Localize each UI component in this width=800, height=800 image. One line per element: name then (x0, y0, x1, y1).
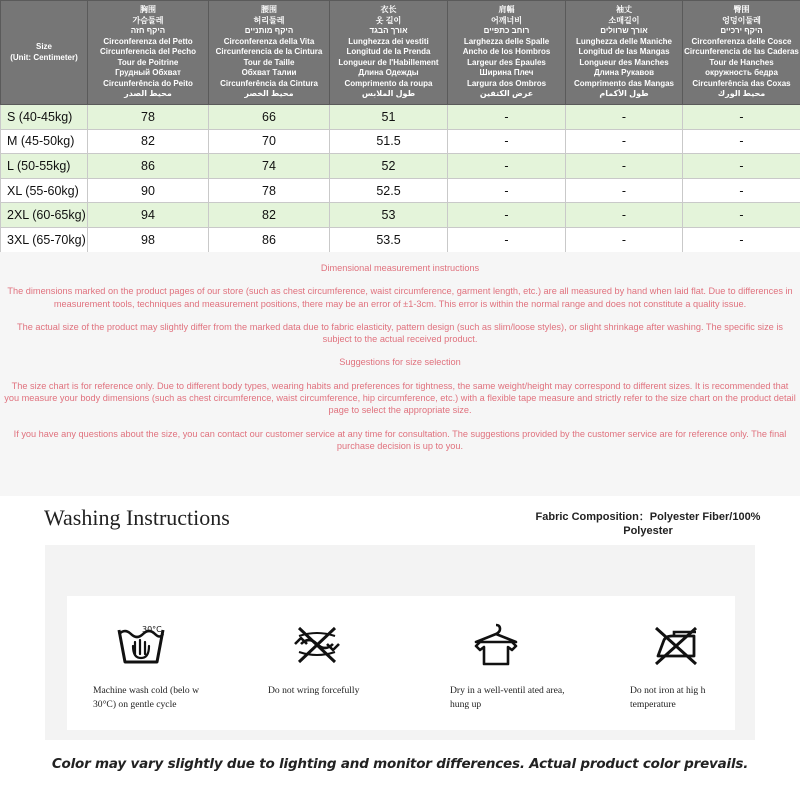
table-header-2 (209, 1, 330, 105)
size-cell: 3XL (65-70kg) (1, 227, 88, 252)
header-line: Largura dos Ombros (466, 78, 547, 88)
care-item-hang-dry (424, 596, 574, 730)
header-line: Circonferenza delle Cosce (691, 36, 792, 46)
header-line: 胸围 (140, 5, 156, 15)
header-line: אורך הבגד (369, 26, 408, 36)
measurement-cell: - (566, 154, 683, 179)
measurement-cell: 53.5 (330, 227, 448, 252)
table-row (1, 105, 800, 130)
header-line: طول الأكمام (599, 89, 649, 99)
color-disclaimer: Color may vary slightly due to lighting and monitor differences. Actual product color prevails. (51, 756, 749, 772)
svg-text:30°C: 30°C (142, 625, 162, 634)
header-line: 肩幅 (498, 5, 515, 15)
washing-instructions-title: Washing Instructions (44, 505, 230, 530)
header-line: Longueur des Manches (579, 57, 669, 67)
header-line: Circonferenza della Vita (223, 36, 315, 46)
measurement-paragraph-2: The actual size of the product may slightly differ from the marked data due to fabric elasticity, pattern design (such as slim/loose styles), or slight shrinkage after washing. The specific size is subject to the actual received product. (17, 321, 783, 345)
header-line: Comprimento da roupa (344, 78, 433, 88)
header-line: 臀围 (733, 5, 750, 15)
header-line: רוחב כתפיים (483, 26, 530, 36)
header-line: Circunferencia del Pecho (99, 47, 197, 57)
header-line: محيط الخصر (244, 89, 294, 99)
measurement-cell: 94 (88, 203, 209, 228)
header-line: היקף חזה (130, 26, 166, 36)
header-line: Circunferencia de las Caderas (684, 47, 799, 57)
header-line: طول الملابس (361, 89, 416, 99)
care-item-no-iron (604, 596, 754, 730)
measurement-cell: 78 (209, 178, 330, 203)
table-header-4 (448, 1, 566, 105)
header-line: окружность бедра (705, 68, 778, 78)
table-row (1, 227, 800, 252)
measurement-cell: - (448, 105, 566, 130)
table-row (1, 203, 800, 228)
table-row (1, 178, 800, 203)
header-line: Largeur des Épaules (467, 57, 546, 67)
header-line: Longitud de la Prenda (346, 47, 431, 57)
header-line: היקף מותניים (244, 26, 294, 36)
measurement-cell: - (448, 129, 566, 154)
header-line: Circunferencia de la Cintura (215, 47, 323, 57)
measurement-cell: 86 (209, 227, 330, 252)
header-line: Tour de Taille (243, 57, 295, 67)
measurement-cell: 90 (88, 178, 209, 203)
measurement-cell: 66 (209, 105, 330, 130)
size-chart-table (0, 0, 800, 253)
measurement-cell: - (448, 154, 566, 179)
measurement-cell: - (683, 178, 800, 203)
header-line: 袖丈 (616, 5, 632, 15)
header-line: Ширина Плеч (479, 68, 534, 78)
measurement-paragraph-1: The dimensions marked on the product pages of our store (such as chest circumference, waist circumference, garment length, etc.) are all measured by hand when laid flat. Due to differences in measurement tools, techniques and measurement positions, there may be an error of ±1-3cm. This error is within the normal range and does not constitute a quality issue. (7, 286, 793, 309)
size-cell: L (50-55kg) (1, 154, 88, 179)
measurement-cell: 82 (209, 203, 330, 228)
size-selection-paragraph-1: The size chart is for reference only. Due to different body types, wearing habits and preferences for tightness, the same weight/height may correspond to different sizes. It is recommended that you measure your body dimensions (such as chest circumference, waist circumference, hip circumference, etc.) with a flexible tape measure and strictly refer to the size chart on the product detail page to select the appropriate size. (4, 380, 796, 416)
header-line: 옷 길이 (375, 15, 402, 25)
measurement-cell: - (683, 203, 800, 228)
size-cell: S (40-45kg) (1, 105, 88, 130)
wash-30-icon (115, 622, 167, 668)
measurement-heading: Dimensional measurement instructions (320, 263, 480, 273)
measurement-cell: - (566, 203, 683, 228)
fabric-composition: Fabric Composition：Polyester Fiber/100% Polyester (535, 511, 761, 537)
header-line: Circonferenza del Petto (103, 36, 193, 46)
measurement-instructions (0, 252, 800, 496)
header-line: Длина Рукавов (593, 68, 655, 78)
table-header-1 (88, 1, 209, 105)
measurement-cell: - (566, 227, 683, 252)
header-line: Size (35, 42, 52, 51)
care-label-no-wring: Do not wring forcefully (268, 685, 360, 696)
hang-dry-icon (470, 622, 522, 668)
care-label-hang-dry: Dry in a well-ventil ated area, hung up (450, 685, 565, 710)
table-header-0 (1, 1, 88, 105)
measurement-cell: 74 (209, 154, 330, 179)
header-line: 엉덩이둘레 (722, 15, 761, 25)
measurement-cell: - (448, 227, 566, 252)
measurement-cell: 82 (88, 129, 209, 154)
header-line: 衣长 (380, 5, 397, 15)
measurement-cell: 86 (88, 154, 209, 179)
header-line: Comprimento das Mangas (573, 78, 674, 88)
header-line: محيط الورك (717, 89, 766, 99)
table-row (1, 154, 800, 179)
care-item-no-wring (243, 596, 393, 730)
header-line: محيط الصدر (124, 89, 172, 99)
measurement-cell: 51 (330, 105, 448, 130)
care-label-no-iron: Do not iron at hig h temperature (630, 685, 706, 710)
header-line: Грудный Обхват (115, 68, 181, 78)
header-line: عرض الكتفين (479, 89, 534, 99)
header-line: 허리둘레 (253, 15, 285, 25)
header-line: 소매길이 (608, 15, 640, 25)
header-line: Tour de Hanches (709, 57, 774, 67)
header-line: 腰围 (261, 5, 277, 15)
measurement-cell: - (448, 203, 566, 228)
measurement-cell: - (566, 129, 683, 154)
measurement-cell: - (683, 227, 800, 252)
size-selection-paragraph-2: If you have any questions about the size, you can contact our customer service at any time for consultation. The suggestions provided by the customer service are for reference only. The final purchase decision is up to you. (13, 428, 787, 451)
header-line: היקף ירכיים (720, 26, 763, 36)
care-icons-card (67, 596, 735, 730)
table-header-3 (330, 1, 448, 105)
measurement-cell: - (448, 178, 566, 203)
header-line: 어깨너비 (491, 15, 522, 25)
table-header-6 (683, 1, 800, 105)
table-header-5 (566, 1, 683, 105)
header-line: Circunferência da Cintura (220, 78, 318, 88)
care-item-wash (67, 596, 217, 730)
measurement-cell: 98 (88, 227, 209, 252)
header-line: Ancho de los Hombros (462, 47, 551, 57)
measurement-cell: 51.5 (330, 129, 448, 154)
header-line: Обхват Талии (241, 68, 297, 78)
measurement-cell: - (566, 105, 683, 130)
size-cell: M (45-50kg) (1, 129, 88, 154)
table-row (1, 129, 800, 154)
header-line: Tour de Poitrine (117, 57, 179, 67)
no-wring-icon (291, 622, 343, 668)
header-line: Circunferência do Peito (103, 78, 193, 88)
header-line: Longitud de las Mangas (578, 47, 670, 57)
header-line: Circunferência das Coxas (692, 78, 791, 88)
header-line: Lunghezza delle Maniche (575, 36, 672, 46)
header-line: אורך שרוולים (600, 26, 648, 36)
measurement-cell: 52 (330, 154, 448, 179)
header-line: 가슴둘레 (132, 15, 164, 25)
header-line: Lunghezza dei vestiti (348, 36, 429, 46)
care-label-wash: Machine wash cold (belo w 30°C) on gentle cycle (93, 685, 200, 710)
header-line: Larghezza delle Spalle (463, 36, 550, 46)
size-selection-heading: Suggestions for size selection (339, 357, 461, 368)
header-line: Длина Одежды (358, 68, 419, 78)
measurement-cell: 78 (88, 105, 209, 130)
header-line: Longueur de l'Habillement (338, 57, 439, 67)
no-iron-icon (650, 622, 702, 668)
measurement-cell: - (683, 154, 800, 179)
measurement-cell: 52.5 (330, 178, 448, 203)
table-header-row (1, 1, 800, 105)
measurement-cell: 53 (330, 203, 448, 228)
measurement-cell: 70 (209, 129, 330, 154)
size-cell: 2XL (60-65kg) (1, 203, 88, 228)
size-cell: XL (55-60kg) (1, 178, 88, 203)
header-line: (Unit: Centimeter) (10, 52, 78, 62)
measurement-cell: - (683, 129, 800, 154)
measurement-cell: - (566, 178, 683, 203)
measurement-cell: - (683, 105, 800, 130)
